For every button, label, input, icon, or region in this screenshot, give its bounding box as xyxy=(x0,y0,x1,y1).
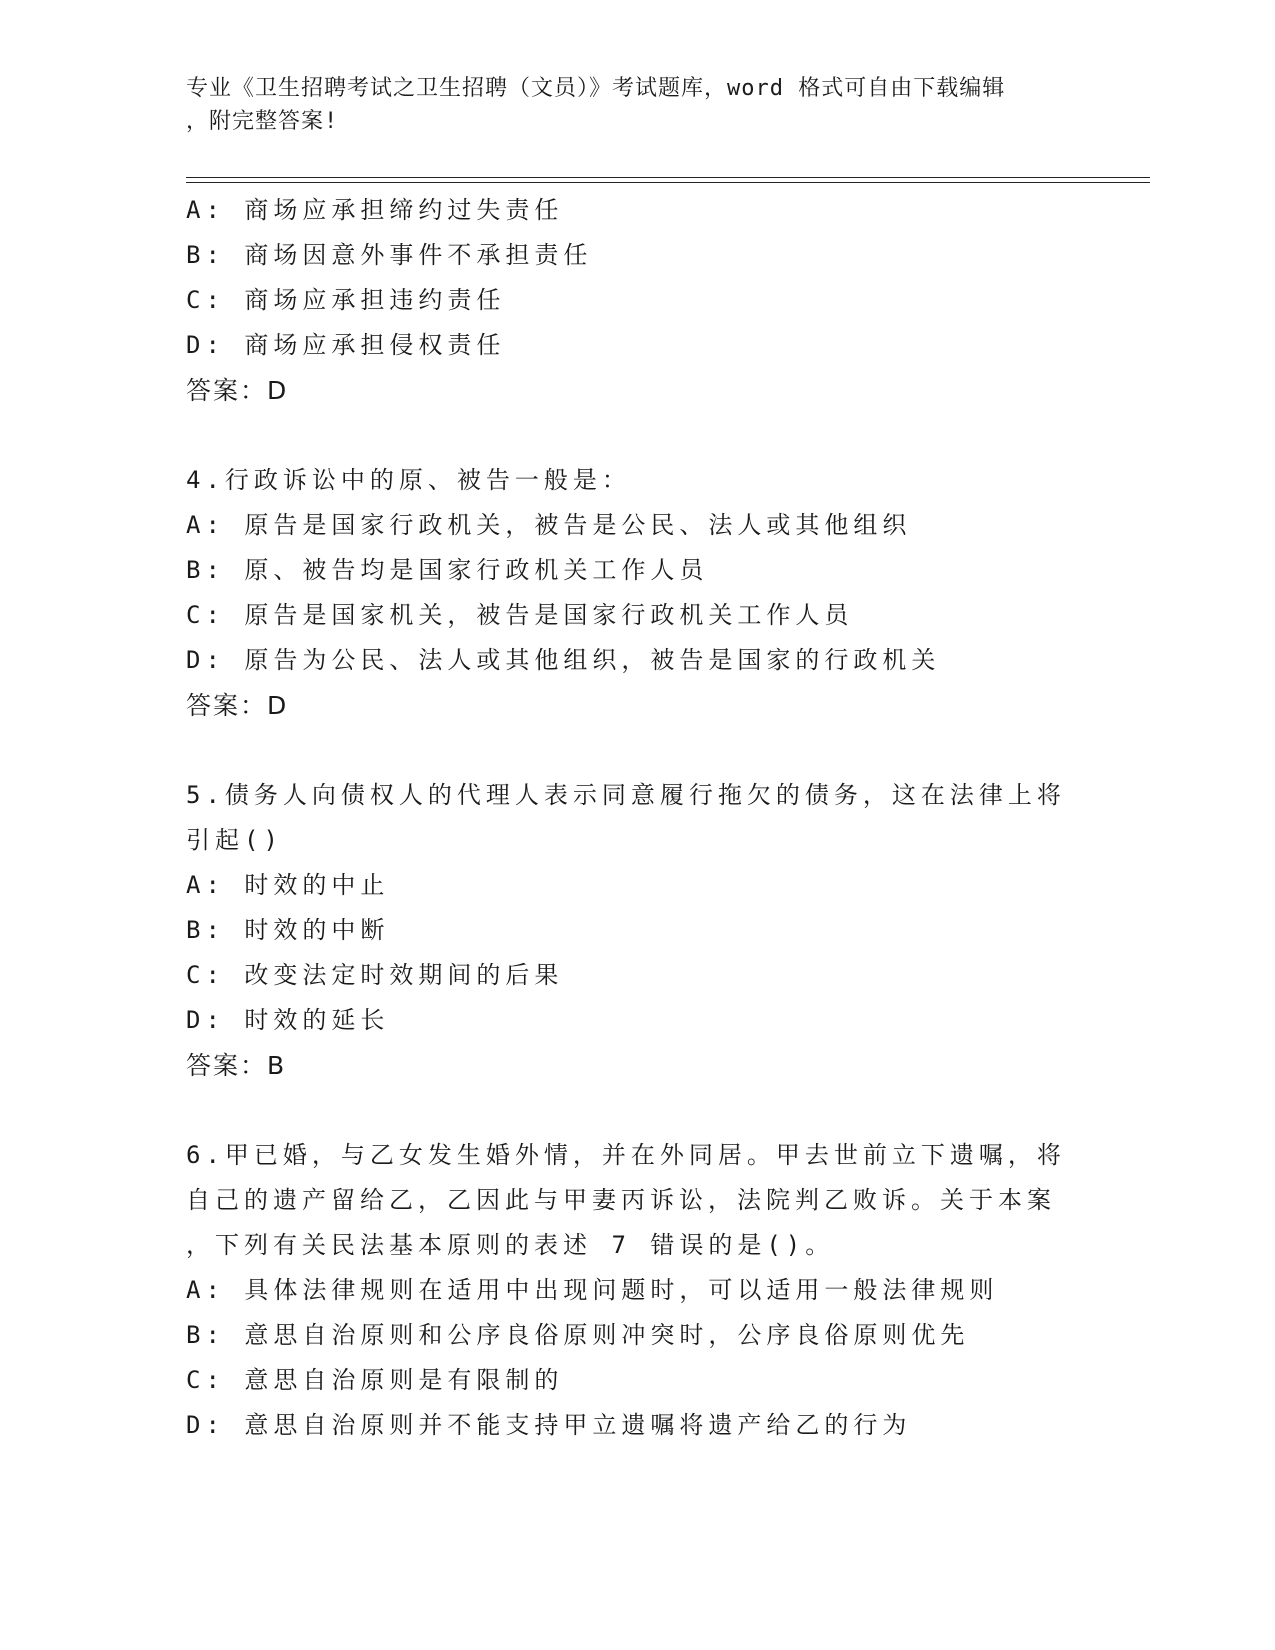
option-a: A: 具体法律规则在适用中出现问题时，可以适用一般法律规则 xyxy=(186,1276,999,1304)
spacer xyxy=(186,728,1086,773)
option-c: C: 改变法定时效期间的后果 xyxy=(186,961,564,989)
option-a: A: 时效的中止 xyxy=(186,871,390,899)
option-b: B: 原、被告均是国家行政机关工作人员 xyxy=(186,556,709,584)
question-3 xyxy=(186,188,1086,413)
header-divider-top xyxy=(186,177,1150,178)
option-d: D: 时效的延长 xyxy=(186,1006,390,1034)
answer: 答案：D xyxy=(186,691,289,720)
document-header xyxy=(186,72,1066,138)
spacer xyxy=(186,413,1086,458)
question-stem-line-3: ，下列有关民法基本原则的表述 7 错误的是()。 xyxy=(186,1231,835,1259)
question-5 xyxy=(186,773,1086,1088)
option-c: C: 原告是国家机关，被告是国家行政机关工作人员 xyxy=(186,601,854,629)
option-c: C: 商场应承担违约责任 xyxy=(186,286,506,314)
option-d: D: 商场应承担侵权责任 xyxy=(186,331,506,359)
header-line-1: 专业《卫生招聘考试之卫生招聘（文员）》考试题库，word 格式可自由下载编辑 xyxy=(186,76,1006,101)
question-stem-line-1: 5.债务人向债权人的代理人表示同意履行拖欠的债务，这在法律上将 xyxy=(186,781,1066,809)
option-a: A: 原告是国家行政机关，被告是公民、法人或其他组织 xyxy=(186,511,912,539)
question-list xyxy=(186,188,1086,1448)
question-stem-line-2: 引起() xyxy=(186,826,283,854)
question-4 xyxy=(186,458,1086,728)
spacer xyxy=(186,1088,1086,1133)
option-b: B: 时效的中断 xyxy=(186,916,390,944)
answer: 答案：D xyxy=(186,376,289,405)
header-divider-bottom xyxy=(186,182,1150,183)
option-a: A: 商场应承担缔约过失责任 xyxy=(186,196,564,224)
question-stem-line-1: 6.甲已婚，与乙女发生婚外情，并在外同居。甲去世前立下遗嘱，将 xyxy=(186,1141,1066,1169)
header-line-2: ，附完整答案! xyxy=(186,109,339,134)
option-d: D: 意思自治原则并不能支持甲立遗嘱将遗产给乙的行为 xyxy=(186,1411,912,1439)
question-6 xyxy=(186,1133,1086,1448)
option-b: B: 商场因意外事件不承担责任 xyxy=(186,241,593,269)
answer: 答案：B xyxy=(186,1051,287,1080)
option-d: D: 原告为公民、法人或其他组织，被告是国家的行政机关 xyxy=(186,646,941,674)
option-c: C: 意思自治原则是有限制的 xyxy=(186,1366,564,1394)
question-stem-line-2: 自己的遗产留给乙，乙因此与甲妻丙诉讼，法院判乙败诉。关于本案 xyxy=(186,1186,1056,1214)
question-stem: 4.行政诉讼中的原、被告一般是： xyxy=(186,466,631,494)
option-b: B: 意思自治原则和公序良俗原则冲突时，公序良俗原则优先 xyxy=(186,1321,970,1349)
